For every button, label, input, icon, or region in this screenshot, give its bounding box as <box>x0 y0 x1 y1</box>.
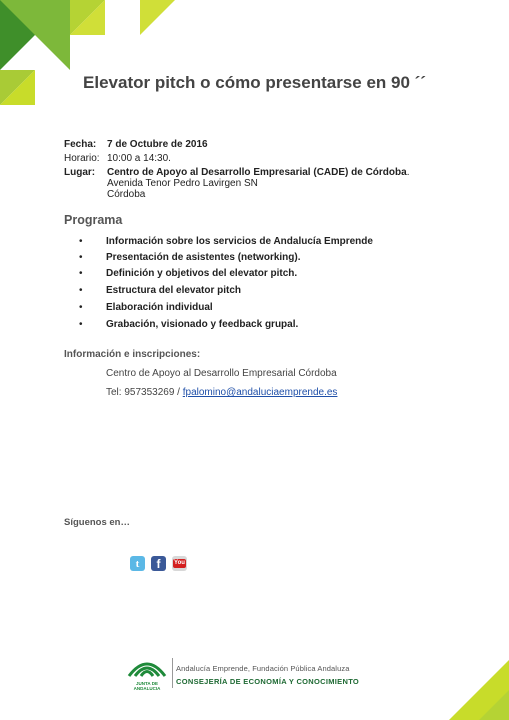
programa-heading: Programa <box>64 213 123 227</box>
programa-item: Información sobre los servicios de Andalucía Emprende <box>106 236 373 247</box>
programa-item: Elaboración individual <box>106 302 213 313</box>
lugar-center-name: Centro de Apoyo al Desarrollo Empresarial (CADE) de Córdoba <box>107 167 407 178</box>
programa-item: Grabación, visionado y feedback grupal. <box>106 319 299 330</box>
lugar-label: Lugar: <box>64 167 96 178</box>
programa-item: Definición y objetivos del elevator pitch. <box>106 268 298 279</box>
junta-andalucia-logo <box>126 654 168 680</box>
info-center: Centro de Apoyo al Desarrollo Empresarial Córdoba <box>106 368 337 379</box>
bullet-marker: • <box>79 252 83 263</box>
programa-item: Presentación de asistentes (networking). <box>106 252 301 263</box>
facebook-icon[interactable] <box>151 556 166 571</box>
email-link[interactable]: fpalomino@andaluciaemprende.es <box>182 387 338 398</box>
bullet-marker: • <box>79 236 83 247</box>
info-contact <box>106 387 337 398</box>
info-tel: Tel: 957353269 / <box>106 387 183 398</box>
social-heading: Síguenos en… <box>64 517 130 528</box>
twitter-icon[interactable] <box>130 556 145 571</box>
lugar-period: . <box>406 167 410 178</box>
bullet-marker: • <box>79 319 83 330</box>
corner-decoration-bottom <box>440 650 509 720</box>
bullet-marker: • <box>79 268 83 279</box>
info-heading: Información e inscripciones: <box>64 349 201 360</box>
lugar-city: Córdoba <box>107 189 146 200</box>
footer-divider <box>172 658 173 688</box>
horario-value: 10:00 a 14:30. <box>107 153 171 164</box>
footer-organization: Andalucía Emprende, Fundación Pública Andaluza <box>176 664 350 673</box>
bullet-marker: • <box>79 302 83 313</box>
youtube-icon[interactable] <box>172 556 187 571</box>
youtube-glyph: You <box>174 560 185 566</box>
fecha-label: Fecha: <box>64 139 97 150</box>
horario-label: Horario: <box>64 153 100 164</box>
twitter-glyph: t <box>135 557 140 570</box>
facebook-glyph: f <box>156 556 161 571</box>
fecha-value: 7 de Octubre de 2016 <box>107 139 208 150</box>
lugar-address: Avenida Tenor Pedro Lavirgen SN <box>107 178 258 189</box>
corner-decoration-top <box>0 0 180 140</box>
lugar-line-1 <box>107 167 409 178</box>
bullet-marker: • <box>79 285 83 296</box>
page-title: Elevator pitch o cómo presentarse en 90 ´´ <box>83 73 426 92</box>
logo-caption: JUNTA DE ANDALUCIA <box>133 681 161 691</box>
footer-ministry: CONSEJERÍA DE ECONOMÍA Y CONOCIMIENTO <box>176 677 360 686</box>
programa-item: Estructura del elevator pitch <box>106 285 242 296</box>
